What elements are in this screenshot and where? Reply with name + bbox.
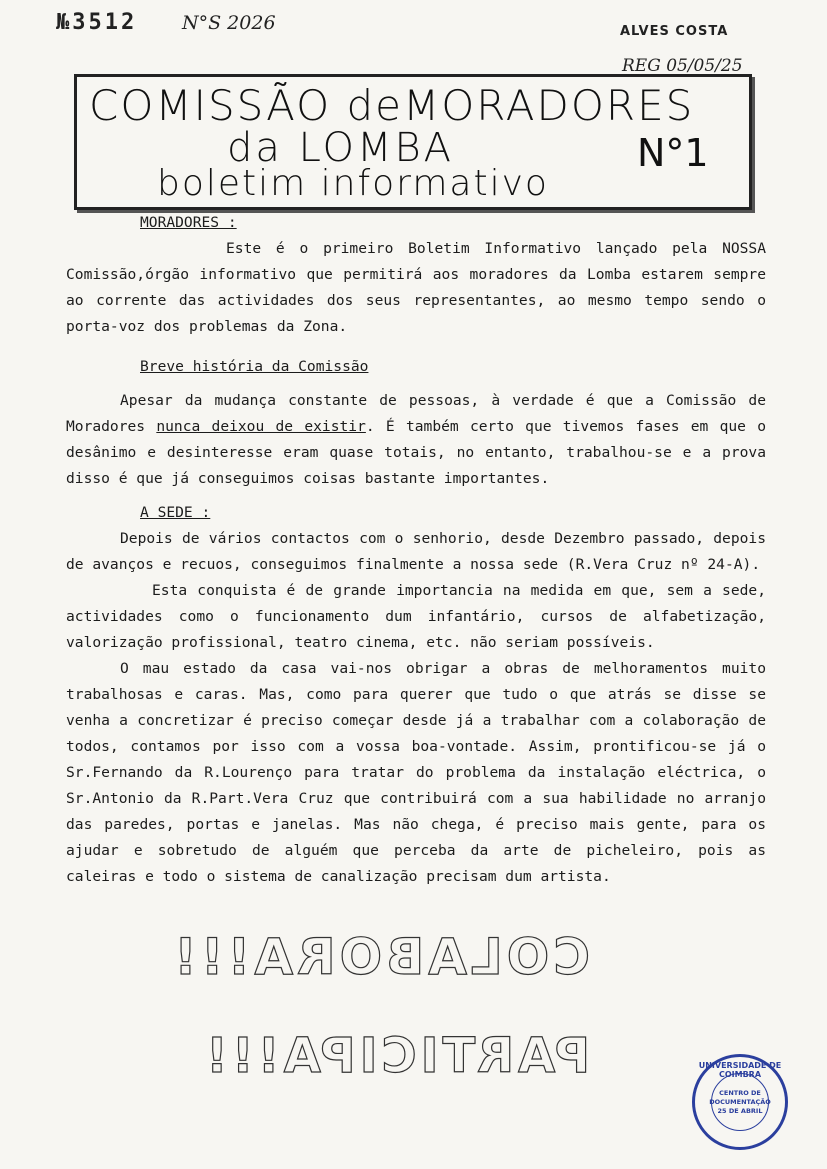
moradores-heading: MORADORES : [140, 214, 237, 231]
history-text-start: Apesar da mudança constante de pessoas, à verdade é que a Comissão de Moradores [66, 392, 766, 435]
bulletin-body [66, 210, 766, 890]
handwritten-reference: N°S 2026 [182, 12, 276, 34]
stamp-line-3: 25 DE ABRIL [717, 1106, 763, 1115]
masthead-subtitle: boletim informativo [157, 163, 549, 204]
stamp-center [711, 1073, 769, 1131]
masthead-place: da LOMBA [227, 125, 455, 171]
slogan-collaborate: COLABORA!!! [170, 928, 590, 986]
sede-heading: A SEDE : [140, 504, 211, 521]
sede-paragraph-1: Depois de vários contactos com o senhorio, desde Dezembro passado, depois de avanços e recuos, conseguimos finalmente a nossa sede (R.Vera Cruz nº 24-A). [66, 530, 766, 573]
history-heading: Breve história da Comissão [140, 358, 369, 375]
intro-paragraph: Este é o primeiro Boletim Informativo lançado pela NOSSA Comissão,órgão informativo que permitirá aos moradores da Lomba estarem sempre ao corrente das actividades dos seus representantes, ao mesmo tempo sendo o porta-voz dos problemas da Zona. [66, 240, 766, 335]
author-stamp: ALVES COSTA [620, 24, 729, 39]
slogan-participate: PARTICIPA!!! [201, 1028, 590, 1084]
sede-paragraph-2: Esta conquista é de grande importancia na medida em que, sem a sede, actividades como o funcionamento dum infantário, cursos de alfabetização, valorização profissional, teatro cinema, etc. não seriam possíveis. [66, 582, 766, 651]
issue-number: N°1 [637, 131, 709, 175]
sede-paragraph-3: O mau estado da casa vai-nos obrigar a obras de melhoramentos muito trabalhosas e caras. Mas, como para querer que tudo o que atrás se disse se venha a concretizar é preciso começar desde já a trabalhar com a colaboração de todos, contamos por isso com a vossa boa-vontade. Assim, prontificou-se já o Sr.Fernando da R.Lourenço para tratar do problema da instalação eléctrica, o Sr.Antonio da R.Part.Vera Cruz que contribuirá com a sua habilidade no arranjo das paredes, portas e janelas. Mas não chega, é preciso mais gente, para os ajudar e sobretudo de alguém que perceba da arte de picheleiro, pois as caleiras e todo o sistema de canalização precisam dum artista. [66, 660, 766, 885]
masthead-title: COMISSÃO deMORADORES [89, 81, 695, 130]
stamp-ring-text: UNIVERSIDADE DE COIMBRA [698, 1061, 782, 1079]
history-emphasis: nunca deixou de existir [156, 418, 366, 435]
stamp-line-1: CENTRO DE [719, 1088, 761, 1097]
university-stamp [692, 1054, 788, 1150]
history-text-end: . É também certo que tivemos fases em que o desânimo e desinteresse eram quase totais, no entanto, trabalhou-se e a prova disso é que já conseguimos coisas bastante importantes. [66, 418, 766, 487]
masthead-box [74, 74, 752, 210]
archive-number: №3512 [56, 10, 138, 35]
registration-note: REG 05/05/25 [622, 56, 743, 76]
stamp-line-2: DOCUMENTAÇÃO [709, 1097, 771, 1106]
history-paragraph [66, 388, 766, 492]
